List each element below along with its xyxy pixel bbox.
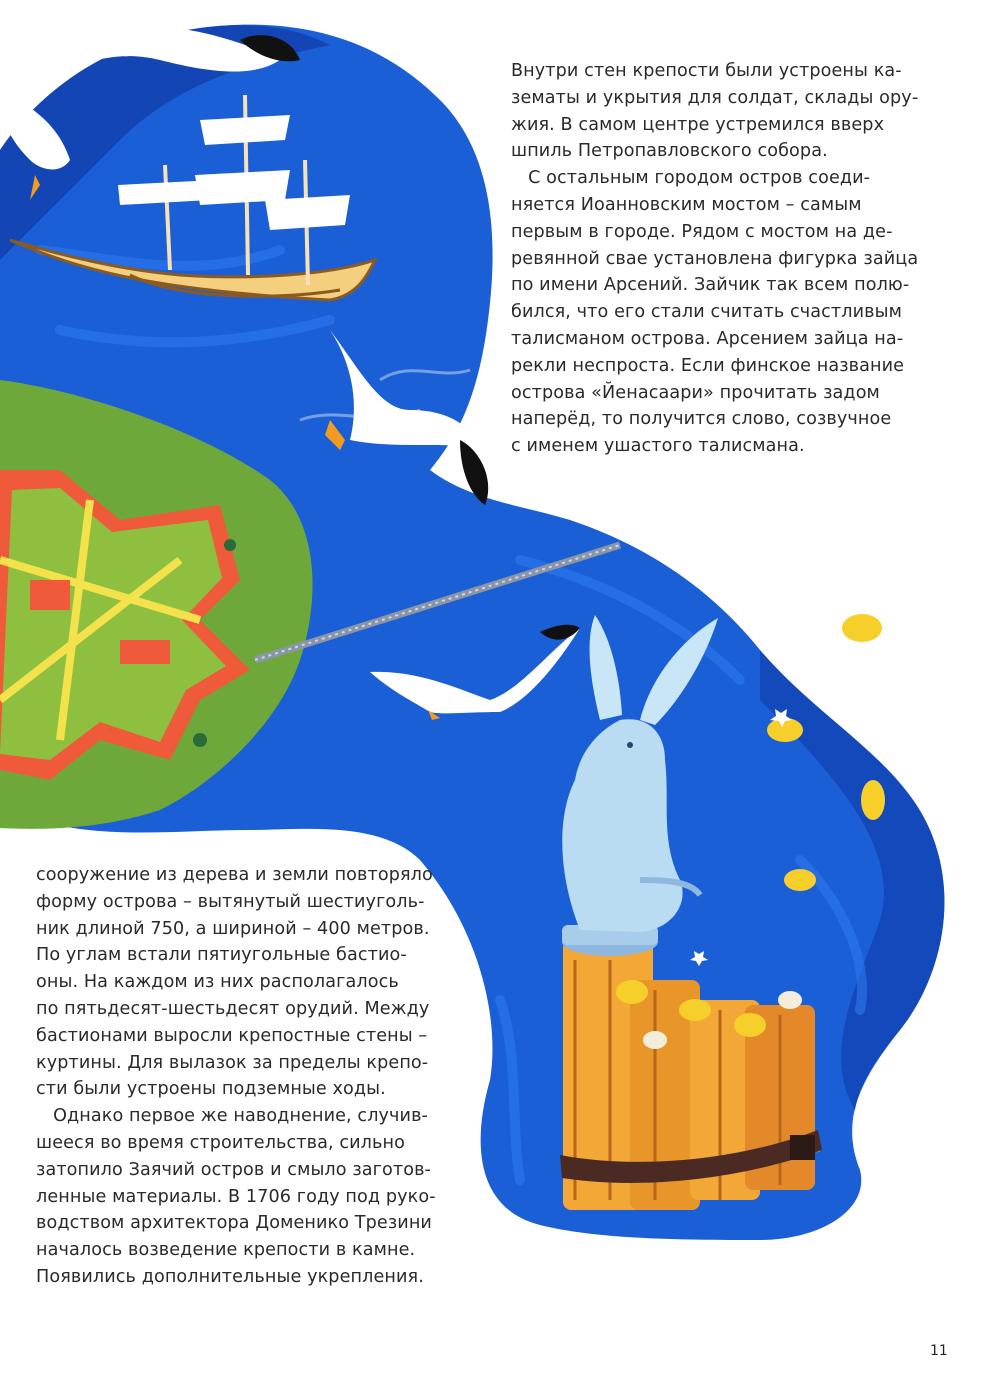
text-line: острова «Йенасаари» прочитать задом [511,382,880,403]
text-block-bottom [36,862,436,1291]
text-line: ревянной свае установлена фигурка зайца [511,248,919,269]
text-block-top [511,58,918,460]
text-line: Внутри стен крепости были устроены ка- [511,61,902,81]
text-line: по пятьдесят-шестьдесят орудий. Между [36,998,430,1019]
text-line: рекли неспроста. Если финское название [511,355,905,376]
text-line: затопило Заячий остров и смыло заготов- [36,1159,432,1180]
text-line: няется Иоанновским мостом – самым [511,194,862,215]
text-line: бастионами выросли крепостные стены – [36,1025,428,1046]
text-line: По углам встали пятиугольные бастио- [36,945,407,966]
text-line: бился, что его стали считать счастливым [511,302,902,323]
text-line: шпиль Петропавловского собора. [511,141,828,162]
text-line: оны. На каждом из них располагалось [36,972,399,993]
text-line: наперёд, то получится слово, созвучное [511,409,892,430]
text-line: С остальным городом остров соеди- [511,168,871,189]
text-line: водством архитектора Доменико Трезини [36,1213,432,1234]
text-line: сооружение из дерева и земли повторяло [36,865,433,885]
text-line: сти были устроены подземные ходы. [36,1079,386,1100]
text-line: ленные материалы. В 1706 году под руко- [36,1186,436,1207]
text-line: Однако первое же наводнение, случив- [36,1106,429,1127]
text-line: с именем ушастого талисмана. [511,436,805,457]
text-line: ник длиной 750, а шириной – 400 метров. [36,918,430,939]
text-line: началось возведение крепости в камне. [36,1240,416,1261]
text-line: по имени Арсений. Зайчик так всем полю- [511,275,910,296]
page-number: 11 [930,1343,948,1359]
text-line: куртины. Для вылазок за пределы крепо- [36,1052,429,1073]
text-line: Появились дополнительные укрепления. [36,1266,424,1287]
text-line: первым в городе. Рядом с мостом на де- [511,221,893,242]
text-line: талисманом острова. Арсением зайца на- [511,328,904,349]
text-line: форму острова – вытянутый шестиуголь- [36,891,425,912]
text-line: зематы и укрытия для солдат, склады ору- [511,87,919,108]
text-line: шееся во время строительства, сильно [36,1132,405,1153]
text-line: жия. В самом центре устремился вверх [511,114,885,135]
